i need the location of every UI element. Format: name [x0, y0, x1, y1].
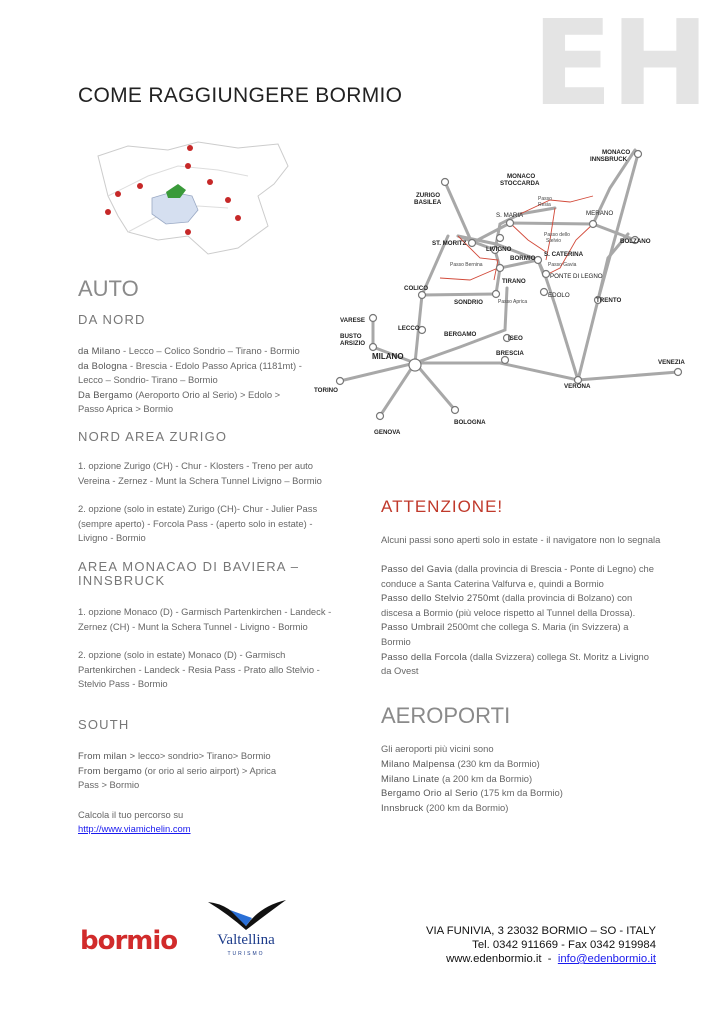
da-nord-line: Da Bergamo (Aeroporto Orio al Serio) > Edolo > — [78, 388, 281, 400]
svg-text:BUSTOARSIZIO: BUSTO ARSIZIO — [340, 333, 366, 347]
south-text: From milan > lecco> sondrio> Tirano> Bormio From bergamo (or orio al serio airport) > Aprica Pass > Bormio — [78, 750, 277, 791]
road-map — [310, 140, 690, 440]
corner-mark: EH — [532, 0, 708, 132]
airport-item: Milano Malpensa (230 km da Bormio) — [381, 758, 540, 769]
da-nord-line: da Milano - Lecco – Colico Sondrio – Tirano - Bormio — [78, 345, 300, 356]
da-nord-text — [78, 344, 308, 417]
svg-text:BERGAMO: BERGAMO — [444, 331, 477, 338]
pass-item: Passo dello Stelvio 2750mt (dalla provincia di Bolzano) con discesa a Bormio (più veloce rispetto al Tunnel della Drossa). — [381, 592, 636, 618]
svg-text:BOLZANO: BOLZANO — [620, 238, 651, 245]
svg-text:EDOLO: EDOLO — [548, 292, 570, 299]
zurigo-option-2: 2. opzione (solo in estate) Zurigo (CH)- Chur - Julier Pass (sempre aperto) - Forcola Pass - (aperto solo in estate) - Livigno - Bormio — [78, 503, 318, 544]
pass-item: Passo Umbrail 2500mt che collega S. Maria (in Svizzera) a Bormio — [381, 621, 629, 647]
svg-text:TIRANO: TIRANO — [502, 278, 526, 285]
overview-map — [88, 136, 292, 258]
svg-text:COLICO: COLICO — [404, 285, 429, 292]
south-heading: SOUTH — [78, 717, 130, 732]
page-title: COME RAGGIUNGERE BORMIO — [78, 84, 403, 107]
auto-heading: AUTO — [78, 276, 139, 301]
svg-text:S. CATERINA: S. CATERINA — [544, 251, 584, 258]
svg-text:LECCO: LECCO — [398, 325, 420, 332]
svg-text:GENOVA: GENOVA — [374, 429, 401, 436]
zurigo-option-1: 1. opzione Zurigo (CH) - Chur - Klosters - Treno per auto Vereina - Zernez - Munt la Schera Tunnel Livigno – Bormio — [78, 460, 322, 486]
airport-item: Bergamo Orio al Serio (175 km da Bormio) — [381, 787, 563, 799]
svg-text:VERONA: VERONA — [564, 383, 591, 390]
airport-item: Milano Linate (a 200 km da Bormio) — [381, 772, 533, 784]
svg-text:BOLOGNA: BOLOGNA — [454, 419, 486, 426]
footer-phone: Tel. 0342 911669 - Fax 0342 919984 — [472, 939, 656, 951]
footer-contact: VIA FUNIVIA, 3 23032 BORMIO – SO - ITALY Tel. 0342 911669 - Fax 0342 919984 www.edenbormio.it - info@edenbormio.it — [426, 925, 656, 965]
svg-text:MILANO: MILANO — [372, 352, 404, 361]
monaco-option-2: 2. opzione (solo in estate) Monaco (D) - Garmisch Partenkirchen - Landeck - Resia Pass - Prato allo Stelvio - Stelvio Pass - Bormio — [78, 649, 320, 690]
aeroporti-intro: Gli aeroporti più vicini sono — [381, 743, 494, 754]
svg-text:ZURIGOBASILEA: ZURIGO BASILEA — [414, 192, 442, 206]
viamichelin-link[interactable]: http://www.viamichelin.com — [78, 823, 191, 834]
svg-text:VARESE: VARESE — [340, 317, 365, 324]
svg-text:PONTE DI LEGNO: PONTE DI LEGNO — [550, 273, 603, 280]
svg-text:Passo Aprica: Passo Aprica — [498, 299, 528, 305]
svg-text:BORMIO: BORMIO — [510, 255, 536, 262]
valtellina-logo: Valtellina TURISMO — [200, 896, 292, 962]
svg-text:MERANO: MERANO — [586, 210, 614, 217]
aeroporti-list — [381, 757, 563, 815]
bormio-logo: bormio — [80, 926, 178, 956]
svg-text:LIVIGNO: LIVIGNO — [486, 246, 512, 253]
zurigo-heading: NORD AREA ZURIGO — [78, 429, 228, 444]
valtellina-mark-icon — [200, 896, 292, 932]
pass-item: Passo della Forcola (dalla Svizzera) collega St. Moritz a Livigno da Ovest — [381, 650, 649, 677]
footer-address: VIA FUNIVIA, 3 23032 BORMIO – SO - ITALY — [426, 925, 656, 937]
svg-text:S. MARIA: S. MARIA — [496, 212, 524, 219]
aeroporti-heading: AEROPORTI — [381, 703, 511, 728]
monaco-heading: AREA MONACAO DI BAVIERA – INNSBRUCK — [78, 559, 300, 588]
svg-text:TRENTO: TRENTO — [596, 297, 622, 304]
airport-item: Innsbruck (200 km da Bormio) — [381, 801, 509, 813]
svg-text:SONDRIO: SONDRIO — [454, 299, 483, 306]
svg-text:ISEO: ISEO — [508, 335, 523, 342]
da-nord-line: Passo Aprica > Bormio — [78, 403, 174, 415]
svg-text:ST. MORITZ: ST. MORITZ — [432, 240, 467, 247]
footer-email[interactable]: info@edenbormio.it — [557, 953, 656, 965]
monaco-option-1: 1. opzione Monaco (D) - Garmisch Partenkirchen - Landeck - Zernez (CH) - Munt la Schera Tunnel - Livigno - Bormio — [78, 606, 332, 632]
svg-text:Passo delloStelvio: Passo dello Stelvio — [544, 232, 570, 244]
da-nord-line: da Bologna - Brescia - Edolo Passo Aprica (1181mt) - — [78, 359, 302, 371]
passes-list — [381, 562, 681, 679]
attenzione-intro: Alcuni passi sono aperti solo in estate - il navigatore non lo segnala — [381, 534, 661, 545]
da-nord-heading: DA NORD — [78, 312, 146, 327]
da-nord-line: Lecco – Sondrio- Tirano – Bormio — [78, 374, 218, 386]
svg-text:MONACOSTOCCARDA: MONACO STOCCARDA — [500, 173, 540, 187]
svg-text:Passo Bernina: Passo Bernina — [450, 262, 483, 268]
attenzione-heading: ATTENZIONE! — [381, 497, 504, 516]
svg-text:VENEZIA: VENEZIA — [658, 359, 685, 366]
pass-item: Passo del Gavia (dalla provincia di Brescia - Ponte di Legno) che conduce a Santa Caterina Valfurva e, quindi a Bormio — [381, 563, 654, 589]
svg-text:TORINO: TORINO — [314, 387, 338, 394]
svg-text:MONACOINNSBRUCK: MONACO INNSBRUCK — [590, 149, 631, 163]
svg-text:PassoResia: Passo Resia — [538, 196, 552, 208]
svg-text:BRESCIA: BRESCIA — [496, 350, 524, 357]
footer-web[interactable]: www.edenbormio.it — [446, 953, 542, 965]
calcola-text: Calcola il tuo percorso su — [78, 809, 184, 820]
svg-text:Passo Gavia: Passo Gavia — [548, 262, 577, 268]
